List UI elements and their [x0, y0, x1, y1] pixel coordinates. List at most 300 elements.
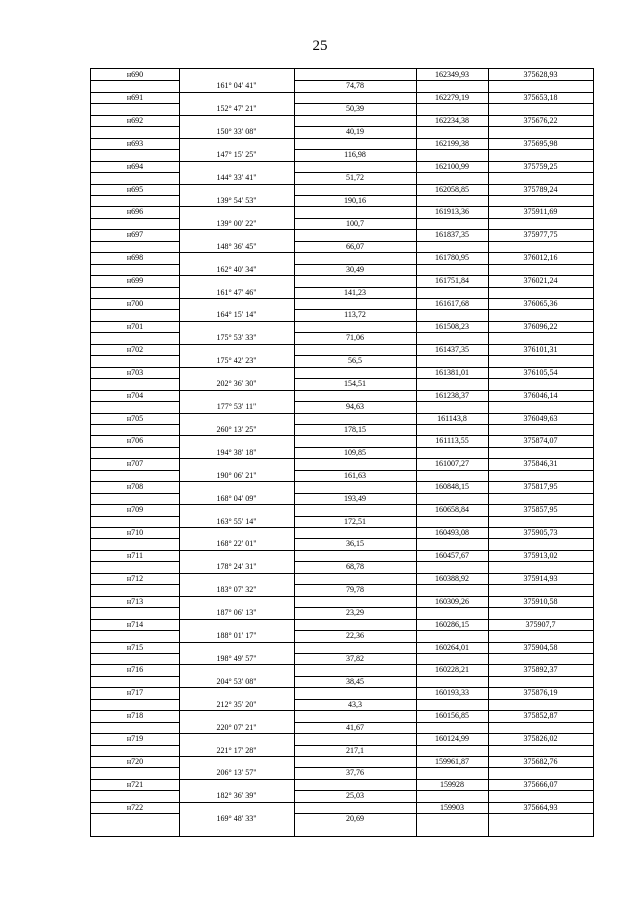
coord-y: 375666,07	[523, 779, 558, 789]
point-line	[91, 367, 593, 378]
direction-angle: 148° 36' 45"	[216, 241, 257, 251]
point-name: н714	[126, 619, 144, 629]
point-line	[91, 435, 593, 446]
coord-x: 161007,27	[435, 459, 469, 469]
point-line	[91, 206, 593, 217]
cell-divider	[294, 424, 593, 425]
point-line	[91, 184, 593, 195]
table-row	[91, 206, 593, 229]
cell-divider	[294, 584, 593, 585]
row-divider	[91, 298, 593, 299]
segment-line	[91, 676, 593, 687]
direction-angle: 183° 07' 32"	[216, 585, 257, 595]
cell-divider	[91, 126, 179, 127]
direction-angle: 163° 55' 14"	[216, 516, 257, 526]
coord-y: 376101,31	[523, 344, 558, 354]
coord-x: 161913,36	[435, 207, 469, 217]
point-name: н704	[126, 390, 144, 400]
row-divider	[91, 733, 593, 734]
coord-y: 375664,93	[523, 802, 558, 812]
point-name: н699	[126, 276, 144, 286]
segment-line	[91, 378, 593, 389]
direction-angle: 202° 36' 30"	[216, 379, 257, 389]
point-line	[91, 115, 593, 126]
cell-divider	[294, 745, 593, 746]
segment-line	[91, 309, 593, 320]
segment-length: 56,5	[348, 356, 362, 366]
coord-y: 375977,75	[523, 230, 558, 240]
cell-divider	[294, 607, 593, 608]
cell-divider	[91, 538, 179, 539]
segment-line	[91, 607, 593, 618]
cell-divider	[294, 699, 593, 700]
point-name: н693	[126, 138, 144, 148]
coord-x: 161113,55	[435, 436, 469, 446]
table-row	[91, 344, 593, 367]
table-row	[91, 481, 593, 504]
segment-line	[91, 264, 593, 275]
point-line	[91, 252, 593, 263]
row-divider	[91, 413, 593, 414]
segment-line	[91, 516, 593, 527]
point-name: н700	[126, 299, 144, 308]
point-name: н703	[126, 367, 144, 377]
direction-angle: 206° 13' 57"	[216, 768, 257, 778]
cell-divider	[294, 470, 593, 471]
point-line	[91, 138, 593, 149]
coord-x: 159903	[440, 802, 464, 812]
row-divider	[91, 252, 593, 253]
point-line	[91, 413, 593, 424]
coord-y: 375852,87	[523, 711, 558, 721]
cell-divider	[91, 332, 179, 333]
direction-angle: 139° 54' 53"	[216, 195, 257, 205]
segment-length: 161,63	[344, 470, 366, 480]
point-line	[91, 687, 593, 698]
table-row	[91, 664, 593, 687]
coord-x: 161617,68	[435, 299, 469, 308]
cell-divider	[294, 447, 593, 448]
point-line	[91, 642, 593, 653]
point-line	[91, 573, 593, 584]
cell-divider	[91, 745, 179, 746]
cell-divider	[91, 103, 179, 104]
segment-line	[91, 745, 593, 756]
coord-x: 161143,8	[437, 413, 467, 423]
table-row	[91, 550, 593, 573]
segment-line	[91, 424, 593, 435]
point-line	[91, 298, 593, 309]
direction-angle: 204° 53' 08"	[216, 676, 257, 686]
coord-y: 376096,22	[523, 321, 558, 331]
table-row	[91, 229, 593, 252]
cell-divider	[91, 470, 179, 471]
segment-line	[91, 584, 593, 595]
point-name: н710	[126, 528, 144, 537]
segment-length: 154,51	[344, 379, 366, 389]
segment-line	[91, 767, 593, 778]
direction-angle: 147° 15' 25"	[216, 150, 257, 160]
segment-line	[91, 653, 593, 664]
point-name: н701	[126, 321, 144, 331]
cell-divider	[91, 172, 179, 173]
point-name: н717	[126, 688, 144, 698]
point-line	[91, 161, 593, 172]
segment-line	[91, 195, 593, 206]
cell-divider	[294, 103, 593, 104]
segment-length: 22,36	[346, 631, 364, 641]
cell-divider	[91, 241, 179, 242]
point-name: н711	[127, 550, 143, 560]
point-name: н720	[126, 757, 144, 766]
segment-length: 23,29	[346, 608, 364, 618]
point-line	[91, 710, 593, 721]
row-divider	[91, 756, 593, 757]
point-name: н707	[126, 459, 144, 469]
coord-y: 376046,14	[523, 390, 558, 400]
coord-y: 375911,69	[523, 207, 558, 217]
table-row	[91, 527, 593, 550]
direction-angle: 144° 33' 41"	[216, 173, 257, 183]
cell-divider	[91, 447, 179, 448]
coord-x: 162349,93	[435, 70, 469, 79]
row-divider	[91, 687, 593, 688]
segment-length: 68,78	[346, 562, 364, 572]
coord-x: 160457,67	[435, 550, 469, 560]
cell-divider	[91, 607, 179, 608]
point-name: н718	[126, 711, 144, 721]
cell-divider	[91, 309, 179, 310]
table-row	[91, 596, 593, 619]
coord-x: 160658,84	[435, 505, 469, 515]
coord-y: 375789,24	[523, 184, 558, 194]
direction-angle: 260° 13' 25"	[216, 424, 257, 434]
point-name: н696	[126, 207, 144, 217]
row-divider	[91, 619, 593, 620]
coord-y: 375874,07	[523, 436, 558, 446]
segment-line	[91, 355, 593, 366]
coord-x: 162199,38	[435, 138, 469, 148]
table-row	[91, 779, 593, 802]
direction-angle: 168° 22' 01"	[216, 539, 257, 549]
segment-length: 71,06	[346, 333, 364, 343]
coord-y: 375904,58	[523, 642, 558, 652]
segment-length: 116,98	[344, 150, 366, 160]
direction-angle: 221° 17' 28"	[216, 745, 257, 755]
coord-x: 161780,95	[435, 253, 469, 263]
point-name: н705	[126, 413, 144, 423]
coord-y: 375892,37	[523, 665, 558, 675]
point-line	[91, 756, 593, 767]
coord-x: 162058,85	[435, 184, 469, 194]
coord-y: 375913,02	[523, 550, 558, 560]
point-name: н719	[126, 734, 144, 744]
row-divider	[91, 229, 593, 230]
table-row	[91, 733, 593, 756]
point-name: н716	[126, 665, 144, 675]
point-name: н690	[126, 70, 144, 79]
coord-y: 375914,93	[523, 573, 558, 583]
segment-line	[91, 790, 593, 801]
point-line	[91, 733, 593, 744]
coord-y: 375826,02	[523, 734, 558, 744]
segment-line	[91, 218, 593, 229]
coord-x: 160286,15	[435, 619, 469, 629]
direction-angle: 162° 40' 34"	[216, 264, 257, 274]
cell-divider	[294, 630, 593, 631]
direction-angle: 164° 15' 14"	[216, 310, 257, 320]
direction-angle: 161° 47' 46"	[216, 287, 257, 297]
segment-length: 94,63	[346, 402, 364, 412]
table-row	[91, 367, 593, 390]
cell-divider	[294, 241, 593, 242]
coord-x: 159928	[440, 779, 464, 789]
direction-angle: 139° 00' 22"	[216, 218, 257, 228]
coord-y: 375857,95	[523, 505, 558, 515]
row-divider	[91, 161, 593, 162]
coord-x: 160309,26	[435, 596, 469, 606]
point-line	[91, 321, 593, 332]
cell-divider	[294, 561, 593, 562]
segment-line	[91, 241, 593, 252]
coord-y: 375682,76	[523, 757, 558, 766]
point-name: н697	[126, 230, 144, 240]
row-divider	[91, 642, 593, 643]
row-divider	[91, 481, 593, 482]
point-line	[91, 344, 593, 355]
point-name: н702	[126, 344, 144, 354]
table-row	[91, 710, 593, 733]
segment-line	[91, 103, 593, 114]
page-number: 25	[312, 38, 328, 54]
coord-y: 376049,63	[523, 413, 558, 423]
cell-divider	[294, 653, 593, 654]
segment-line	[91, 80, 593, 91]
segment-length: 40,19	[346, 127, 364, 137]
point-line	[91, 458, 593, 469]
row-divider	[91, 596, 593, 597]
point-line	[91, 596, 593, 607]
point-name: н709	[126, 505, 144, 515]
direction-angle: 212° 35' 20"	[216, 699, 257, 709]
table-row	[91, 252, 593, 275]
row-divider	[91, 92, 593, 93]
direction-angle: 152° 47' 21"	[216, 104, 257, 114]
cell-divider	[294, 287, 593, 288]
point-name: н715	[126, 642, 144, 652]
table-row	[91, 642, 593, 665]
point-name: н721	[126, 779, 144, 789]
cell-divider	[294, 516, 593, 517]
cell-divider	[91, 790, 179, 791]
segment-length: 193,49	[344, 493, 366, 503]
segment-line	[91, 538, 593, 549]
segment-length: 74,78	[346, 81, 364, 91]
coord-x: 162279,19	[435, 92, 469, 102]
segment-length: 79,78	[346, 585, 364, 595]
table-row	[91, 115, 593, 138]
coord-y: 375759,25	[523, 161, 558, 171]
segment-line	[91, 401, 593, 412]
segment-line	[91, 149, 593, 160]
cell-divider	[294, 126, 593, 127]
segment-line	[91, 630, 593, 641]
cell-divider	[91, 722, 179, 723]
direction-angle: 220° 07' 21"	[216, 722, 257, 732]
segment-length: 66,07	[346, 241, 364, 251]
coord-x: 162100,99	[435, 161, 469, 171]
coord-y: 376065,36	[523, 299, 558, 308]
coord-y: 376105,54	[523, 367, 558, 377]
point-line	[91, 550, 593, 561]
segment-length: 38,45	[346, 676, 364, 686]
coord-x: 160264,01	[435, 642, 469, 652]
point-line	[91, 527, 593, 538]
segment-length: 51,72	[346, 173, 364, 183]
cell-divider	[294, 218, 593, 219]
table-row	[91, 321, 593, 344]
coord-y: 375910,58	[523, 596, 558, 606]
table-row	[91, 756, 593, 779]
segment-line	[91, 722, 593, 733]
segment-line	[91, 493, 593, 504]
cell-divider	[294, 149, 593, 150]
cell-divider	[294, 813, 593, 814]
cell-divider	[91, 424, 179, 425]
coord-x: 161751,84	[435, 276, 469, 286]
segment-length: 41,67	[346, 722, 364, 732]
row-divider	[91, 527, 593, 528]
cell-divider	[294, 538, 593, 539]
point-line	[91, 275, 593, 286]
row-divider	[91, 802, 593, 803]
coordinates-table	[90, 68, 594, 837]
row-divider	[91, 321, 593, 322]
coord-y: 375817,95	[523, 482, 558, 492]
segment-length: 37,76	[346, 768, 364, 778]
row-divider	[91, 664, 593, 665]
cell-divider	[91, 355, 179, 356]
cell-divider	[294, 309, 593, 310]
segment-line	[91, 561, 593, 572]
segment-length: 36,15	[346, 539, 364, 549]
point-name: н698	[126, 253, 144, 263]
segment-line	[91, 470, 593, 481]
point-line	[91, 664, 593, 675]
direction-angle: 182° 36' 39"	[216, 791, 257, 801]
direction-angle: 178° 24' 31"	[216, 562, 257, 572]
coord-x: 160124,99	[435, 734, 469, 744]
table-row	[91, 184, 593, 207]
table-row	[91, 504, 593, 527]
cell-divider	[91, 653, 179, 654]
point-line	[91, 390, 593, 401]
coord-x: 161837,35	[435, 230, 469, 240]
table-row	[91, 69, 593, 92]
cell-divider	[91, 630, 179, 631]
table-row	[91, 298, 593, 321]
point-name: н706	[126, 436, 144, 446]
segment-line	[91, 172, 593, 183]
segment-length: 37,82	[346, 653, 364, 663]
cell-divider	[294, 195, 593, 196]
segment-line	[91, 699, 593, 710]
cell-divider	[91, 584, 179, 585]
table-row	[91, 458, 593, 481]
direction-angle: 168° 04' 09"	[216, 493, 257, 503]
cell-divider	[91, 80, 179, 81]
point-line	[91, 92, 593, 103]
segment-length: 50,39	[346, 104, 364, 114]
segment-length: 30,49	[346, 264, 364, 274]
table-row	[91, 275, 593, 298]
direction-angle: 177° 53' 11"	[216, 402, 257, 412]
cell-divider	[294, 767, 593, 768]
table-row	[91, 619, 593, 642]
point-name: н692	[126, 115, 144, 125]
cell-divider	[91, 264, 179, 265]
point-line	[91, 779, 593, 790]
cell-divider	[91, 676, 179, 677]
segment-length: 190,16	[344, 195, 366, 205]
cell-divider	[294, 790, 593, 791]
coord-x: 160493,08	[435, 528, 469, 537]
row-divider	[91, 435, 593, 436]
point-name: н722	[126, 802, 144, 812]
coord-x: 161508,23	[435, 321, 469, 331]
cell-divider	[294, 355, 593, 356]
coord-x: 160156,85	[435, 711, 469, 721]
point-line	[91, 229, 593, 240]
coord-x: 161381,01	[435, 367, 469, 377]
segment-line	[91, 447, 593, 458]
coord-x: 160193,33	[435, 688, 469, 698]
row-divider	[91, 138, 593, 139]
row-divider	[91, 344, 593, 345]
cell-divider	[294, 722, 593, 723]
cell-divider	[294, 332, 593, 333]
cell-divider	[294, 493, 593, 494]
point-line	[91, 481, 593, 492]
cell-divider	[91, 149, 179, 150]
cell-divider	[91, 493, 179, 494]
segment-length: 113,72	[344, 310, 366, 320]
coord-x: 160388,92	[435, 573, 469, 583]
segment-length: 109,85	[344, 447, 366, 457]
segment-length: 217,1	[346, 745, 364, 755]
coord-y: 375907,7	[525, 619, 556, 629]
coord-y: 375676,22	[523, 115, 558, 125]
cell-divider	[91, 699, 179, 700]
coord-y: 376021,24	[523, 276, 558, 286]
coord-x: 161238,37	[435, 390, 469, 400]
coord-y: 375653,18	[523, 92, 558, 102]
row-divider	[91, 573, 593, 574]
point-name: н694	[126, 161, 144, 171]
cell-divider	[91, 401, 179, 402]
cell-divider	[91, 378, 179, 379]
segment-length: 20,69	[346, 814, 364, 824]
coord-y: 375695,98	[523, 138, 558, 148]
table-row	[91, 413, 593, 436]
point-line	[91, 69, 593, 80]
point-line	[91, 504, 593, 515]
direction-angle: 198° 49' 57"	[216, 653, 257, 663]
point-line	[91, 802, 593, 813]
cell-divider	[294, 401, 593, 402]
segment-line	[91, 813, 593, 824]
cell-divider	[91, 218, 179, 219]
